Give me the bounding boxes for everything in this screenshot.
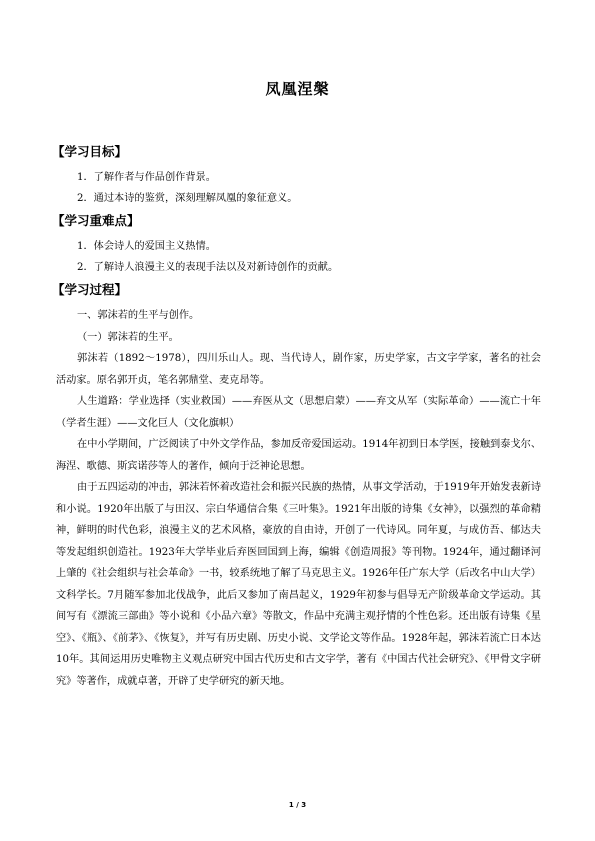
- page-title: 凤凰涅槃: [265, 80, 330, 98]
- goal-item-2: 2．通过本诗的鉴赏，深刻理解凤凰的象征意义。: [77, 193, 298, 204]
- process-line-2: （一）郭沫若的生平。: [77, 331, 179, 343]
- key-point-item-2: 2．了解诗人浪漫主义的表现手法以及对新诗创作的贡献。: [77, 262, 339, 273]
- paragraph-youth: 在中小学期间，广泛阅读了中外文学作品，参加反帝爱国运动。1914年初到日本学医，接触到泰戈尔、海涅、歌德、斯宾诺莎等人的著作，倾向于泛神论思想。: [56, 439, 541, 472]
- document-body: [52, 142, 541, 692]
- goal-item-1: 1．了解作者与作品创作背景。: [77, 172, 216, 183]
- key-point-item-1: 1．体会诗人的爱国主义热情。: [77, 241, 216, 252]
- paragraph-life-path: 人生道路：学业选择（实业救国）——弃医从文（思想启蒙）——弃文从军（实际革命）——流亡十年（学者生涯）——文化巨人（文化旗帜）: [56, 396, 541, 429]
- process-line-1: 一、郭沫若的生平与创作。: [77, 310, 200, 321]
- page-number: 1 / 3: [288, 801, 307, 809]
- paragraph-career: 由于五四运动的冲击，郭沫若怀着改造社会和振兴民族的热情，从事文学活动，于1919年开始发表新诗和小说。1920年出版了与田汉、宗白华通信合集《三叶集》。1921年出版的诗集《女神》，以强烈的革命精神，鲜明的时代色彩，浪漫主义的艺术风格，豪放的自由诗，开创了一代诗风。同年夏，与成仿吾、郁达夫等发起组织创造社。1923年大学毕业后弃医回国到上海，编辑《创造周报》等刊物。1924年，通过翻译河上肇的《社会组织与社会革命》一书，较系统地了解了马克思主义。1926年任广东大学（后改名中山大学）文科学长。7月随军参加北伐战争，此后又参加了南昌起义，1929年初参与倡导无产阶级革命文学运动。其间写有《漂流三部曲》等小说和《小品六章》等散文，作品中充满主观抒情的个性色彩。还出版有诗集《星空》、《瓶》、《前茅》、《恢复》，并写有历史剧、历史小说、文学论文等作品。1928年起，郭沫若流亡日本达10年。其间运用历史唯物主义观点研究中国古代历史和古文字学，著有《中国古代社会研究》、《甲骨文字研究》等著作，成就卓著，开辟了史学研究的新天地。: [56, 482, 541, 687]
- section-heading-goals: 【学习目标】: [52, 144, 128, 159]
- section-heading-key-points: 【学习重难点】: [52, 213, 140, 228]
- paragraph-bio: 郭沫若（1892～1978），四川乐山人。现、当代诗人，剧作家，历史学家，古文字学家，著名的社会活动家。原名郭开贞，笔名郭鼎堂、麦克昂等。: [56, 353, 541, 386]
- section-heading-process: 【学习过程】: [52, 282, 128, 297]
